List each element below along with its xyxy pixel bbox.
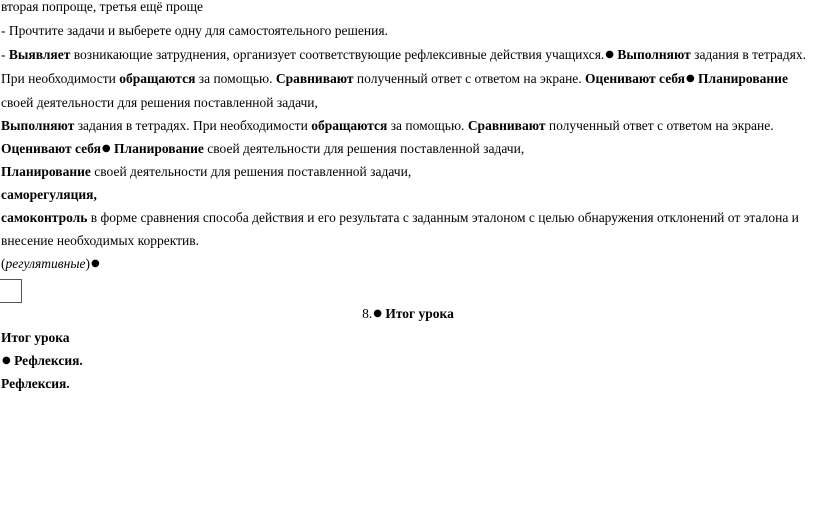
text-line <box>1 163 411 181</box>
heading-text: Итог урока <box>385 306 454 321</box>
text-line <box>1 375 70 393</box>
bold-term: Сравнивают <box>275 71 354 86</box>
text-span: своей деятельности для решения поставленной задачи, <box>90 164 412 179</box>
bold-term: Итог урока <box>1 330 70 345</box>
text-span: вторая попроще, третья ещё проще <box>1 0 203 14</box>
bold-term: Рефлексия. <box>14 353 83 368</box>
text-span: за помощью. <box>195 71 276 86</box>
bullet-icon: ● <box>101 143 111 154</box>
bold-term: самоконтроль <box>1 210 88 225</box>
bold-term: Планирование <box>698 71 788 86</box>
text-line <box>1 329 70 347</box>
text-span: полученный ответ с ответом на экране. <box>545 118 774 133</box>
text-line <box>1 94 318 112</box>
section-heading <box>0 305 816 325</box>
bold-term: Сравнивают <box>467 118 546 133</box>
text-span: за помощью. <box>387 118 468 133</box>
bold-term: Рефлексия. <box>1 376 70 391</box>
text-span: в форме сравнения способа действия и его результата с заданным эталоном с целью обнаружения отклонений от эталона и <box>87 210 799 225</box>
bold-term: Планирование <box>114 141 204 156</box>
bullet-icon: ● <box>605 49 615 60</box>
text-span: При необходимости <box>1 71 120 86</box>
bold-term: обращаются <box>119 71 196 86</box>
text-span: - Прочтите задачи и выберете одну для самостоятельного решения. <box>1 23 388 38</box>
text-line <box>1 209 799 227</box>
text-span: полученный ответ с ответом на экране. <box>353 71 586 86</box>
bullet-icon: ● <box>685 73 695 84</box>
text-span: задания в тетрадях. При необходимости <box>74 118 312 133</box>
text-span: задания в тетрадях. <box>690 47 806 62</box>
bold-term: Выявляет <box>8 47 71 62</box>
text-line <box>1 70 788 90</box>
text-line <box>1 140 524 160</box>
bold-term: Оценивают себя <box>585 71 685 86</box>
text-span: своей деятельности для решения поставленной задачи, <box>1 95 318 110</box>
text-span: ( <box>1 256 6 271</box>
bold-term: Выполняют <box>617 47 691 62</box>
bold-term: саморегуляция, <box>1 187 97 202</box>
text-line <box>1 255 100 275</box>
text-line <box>1 232 199 250</box>
text-span: - <box>1 47 9 62</box>
text-line <box>1 117 774 135</box>
text-span: внесение необходимых корректив. <box>1 233 200 248</box>
bullet-icon: ● <box>91 258 100 269</box>
text-span: возникающие затруднения, организует соответствующие рефлексивные действия учащихся. <box>70 47 605 62</box>
bullet-icon: ● <box>2 355 11 366</box>
bold-term: Выполняют <box>1 118 75 133</box>
bullet-icon: ● <box>373 308 382 319</box>
heading-number: 8. <box>362 306 373 321</box>
text-span: ) <box>85 256 90 271</box>
text-line <box>1 186 97 204</box>
bold-term: обращаются <box>311 118 388 133</box>
empty-box <box>0 279 22 303</box>
text-line <box>1 352 83 372</box>
text-line <box>1 46 806 66</box>
italic-term: регулятивные <box>5 256 86 271</box>
text-line <box>1 0 203 16</box>
text-line <box>1 22 388 40</box>
text-span: своей деятельности для решения поставленной задачи, <box>203 141 525 156</box>
bold-term: Оценивают себя <box>1 141 101 156</box>
bold-term: Планирование <box>1 164 91 179</box>
